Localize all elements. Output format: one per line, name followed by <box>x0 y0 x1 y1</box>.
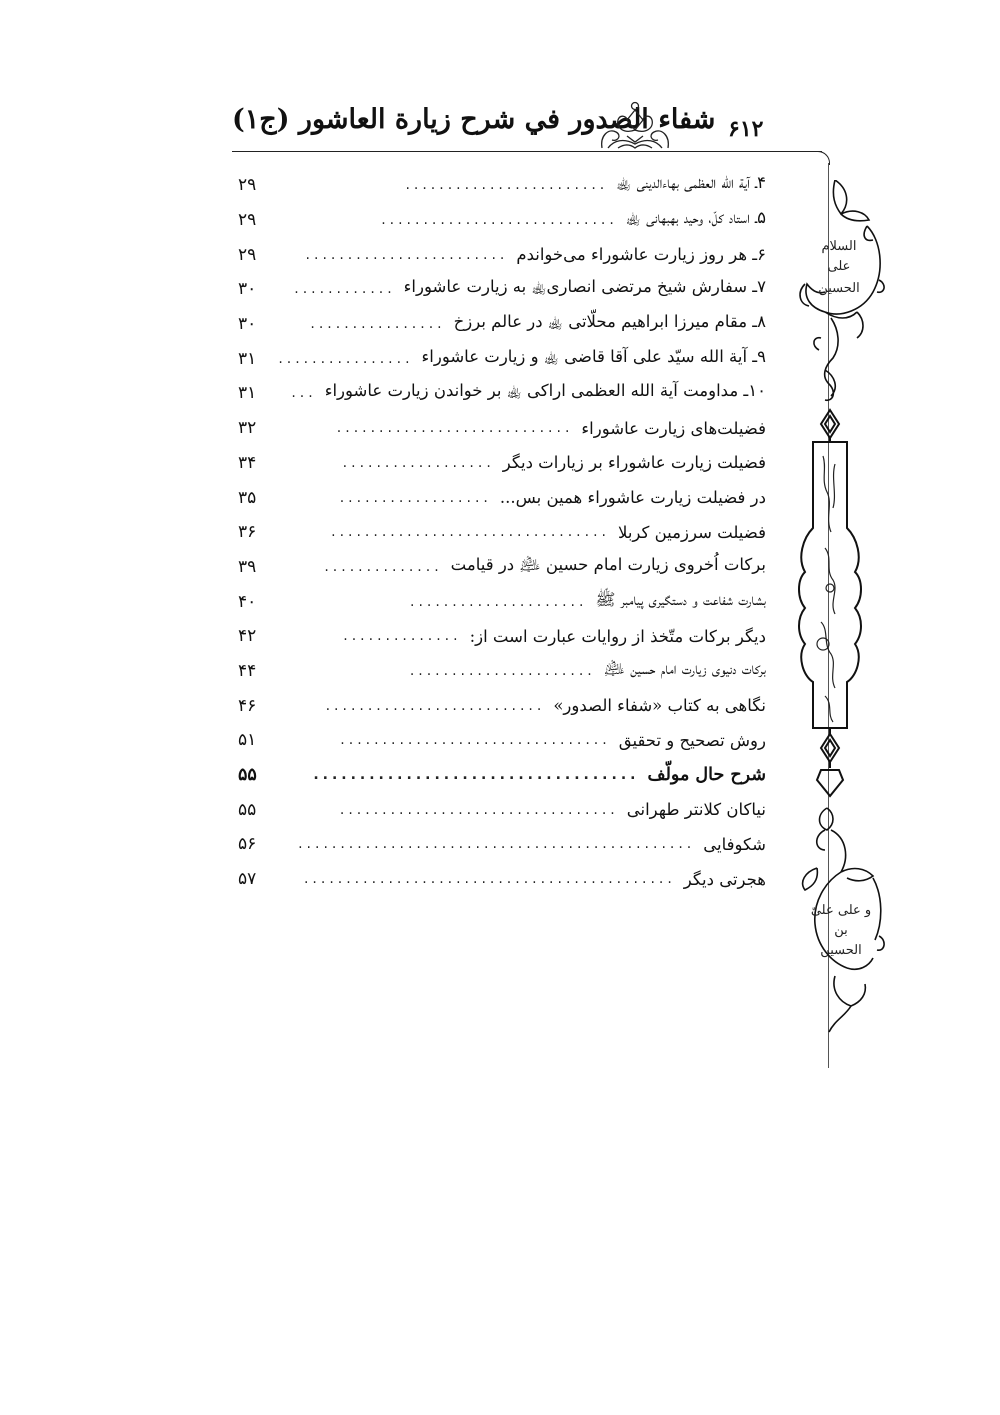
calligraphy-medallion-icon <box>795 806 885 1036</box>
toc-entry <box>238 584 766 619</box>
toc-entry-title: ۴ـ آیة الله العظمی بهاءالدینی ﵀ <box>616 173 766 193</box>
toc-entry-page: ۳۶ <box>238 522 257 543</box>
toc-leader-dots: .............. <box>324 559 443 574</box>
calligraphy-cartouche-icon <box>795 408 865 798</box>
toc-entry-page: ۴۰ <box>238 591 257 612</box>
toc-entry-page: ۲۹ <box>238 244 257 265</box>
toc-entry-title: ۶ـ هر روز زیارت عاشوراء می‌خواندم <box>516 245 766 265</box>
toc-entry-title: ۵ـ استاد کلّ، وحید بهبهانی ﵀ <box>625 208 766 228</box>
toc-entry-page: ۵۵ <box>238 799 257 820</box>
running-header <box>232 104 830 152</box>
toc-entry <box>238 515 766 550</box>
toc-entry-title: نیاکان کلانتر طهرانی <box>626 800 766 820</box>
svg-text:الحسین: الحسین <box>818 281 860 296</box>
calligraphy-medallion-icon <box>795 180 885 410</box>
toc-entry-title: نگاهی به کتاب «شفاء الصدور» <box>553 696 766 716</box>
toc-entry <box>238 411 766 446</box>
toc-entry <box>238 480 766 515</box>
toc-entry <box>238 654 766 689</box>
toc-leader-dots: .......................... <box>325 698 546 713</box>
toc-entry-title: بشارت شفاعت و دستگیری پیامبر ﷺ <box>595 589 766 609</box>
toc-leader-dots: ................................... <box>313 768 640 783</box>
toc-leader-dots: ............................ <box>336 421 574 436</box>
toc-leader-dots: ................................. <box>339 802 619 817</box>
toc-entry <box>238 723 766 758</box>
toc-leader-dots: ................................. <box>331 525 610 540</box>
toc-entry-page: ۳۹ <box>238 556 257 577</box>
toc-entry-page: ۴۴ <box>238 660 257 681</box>
toc-leader-dots: ............................................ <box>303 872 676 887</box>
toc-entry-page: ۲۹ <box>238 210 257 231</box>
toc-entry-title: شکوفایی <box>703 834 766 854</box>
toc-leader-dots: ................ <box>310 317 446 332</box>
header-rule <box>232 151 822 152</box>
toc-entry-title: فضیلت زیارت عاشوراء بر زیارات دیگر <box>502 453 766 473</box>
book-title: شفاء الصدور في شرح زيارة العاشور (ج۱) <box>232 104 716 135</box>
toc-leader-dots: .............. <box>343 629 462 644</box>
toc-entry <box>238 272 766 307</box>
toc-leader-dots: ................ <box>278 351 414 366</box>
toc-entry-title: ۱۰ـ مداومت آیة الله العظمی اراکی ﵀ بر خواندن زیارت عاشوراء <box>324 381 766 401</box>
page-number: ۶۱۲ <box>728 116 764 142</box>
toc-entry-title: روش تصحیح و تحقیق <box>618 730 766 750</box>
toc-entry-page: ۳۰ <box>238 314 257 335</box>
toc-leader-dots: ........................ <box>405 178 609 193</box>
toc-leader-dots: ............ <box>294 282 396 297</box>
toc-entry-page: ۵۷ <box>238 869 257 890</box>
toc-entry-title: شرح حال مولّف <box>647 765 766 786</box>
toc-leader-dots: ...................... <box>409 663 596 678</box>
toc-entry <box>238 862 766 897</box>
toc-entry <box>238 168 766 203</box>
svg-text:علی: علی <box>827 259 851 274</box>
toc-entry-title: فضیلت‌های زیارت عاشوراء <box>581 418 766 438</box>
toc-entry <box>238 619 766 654</box>
toc-leader-dots: ........................ <box>305 247 509 262</box>
toc-leader-dots: ................................ <box>340 733 611 748</box>
toc-entry-page: ۵۱ <box>238 730 257 751</box>
toc-entry-title: در فضیلت زیارت عاشوراء همین بس... <box>499 488 766 508</box>
toc-entry <box>238 341 766 376</box>
svg-text:الحسین: الحسین <box>820 943 862 958</box>
toc-entry <box>238 237 766 272</box>
toc-entry-title: فضیلت سرزمین کربلا <box>617 522 766 542</box>
toc-entry <box>238 688 766 723</box>
toc-entry-title: برکات دنیوی زیارت امام حسین ﵇ <box>603 658 766 678</box>
toc-entry <box>238 550 766 585</box>
toc-entry-page: ۳۲ <box>238 418 257 439</box>
toc-entry-page: ۴۶ <box>238 695 257 716</box>
toc-entry-title: ۹ـ آیة الله سیّد علی آقا قاضی ﵀ و زیارت عاشوراء <box>421 346 766 366</box>
toc-entry-page: ۲۹ <box>238 175 257 196</box>
toc-entry-page: ۳۵ <box>238 487 257 508</box>
toc-leader-dots: ... <box>291 386 317 401</box>
toc-entry <box>238 827 766 862</box>
toc-entry <box>238 203 766 238</box>
svg-text:بن: بن <box>834 923 848 938</box>
toc-entry <box>238 792 766 827</box>
toc-leader-dots: ..................... <box>410 594 588 609</box>
toc-entry-title: برکات اُخروی زیارت امام حسین ﵇ در قیامت <box>450 554 766 574</box>
svg-text:و علی علیّ: و علی علیّ <box>810 903 872 918</box>
arabesque-crown-icon <box>594 100 676 150</box>
toc-entry-page: ۵۶ <box>238 834 257 855</box>
toc-entry <box>238 376 766 411</box>
toc-entry-page: ۳۰ <box>238 279 257 300</box>
toc-entry-title: ۷ـ سفارش شیخ مرتضی انصاری﵀ به زیارت عاشوراء <box>403 277 766 297</box>
toc-leader-dots: ............................................... <box>298 837 696 852</box>
toc-leader-dots: .................. <box>339 490 492 505</box>
toc-entry <box>238 307 766 342</box>
toc-entry-page: ۳۱ <box>238 348 257 369</box>
toc-leader-dots: .................. <box>342 455 495 470</box>
toc-leader-dots: ............................ <box>381 213 618 228</box>
svg-text:السلام: السلام <box>821 239 857 254</box>
toc-entry-page: ۳۴ <box>238 452 257 473</box>
toc-entry-chapter <box>238 758 766 793</box>
toc-entry <box>238 446 766 481</box>
toc-entry-title: هجرتی دیگر <box>683 869 766 889</box>
toc-entry-page: ۵۵ <box>238 765 257 786</box>
toc-entry-page: ۴۲ <box>238 626 257 647</box>
toc-entry-title: دیگر برکات متّخذ از روایات عبارت است از: <box>469 626 766 646</box>
toc-entry-title: ۸ـ مقام میرزا ابراهیم محلّاتی ﵀ در عالم برزخ <box>453 312 766 332</box>
toc-entry-page: ۳۱ <box>238 383 257 404</box>
table-of-contents <box>238 168 766 896</box>
